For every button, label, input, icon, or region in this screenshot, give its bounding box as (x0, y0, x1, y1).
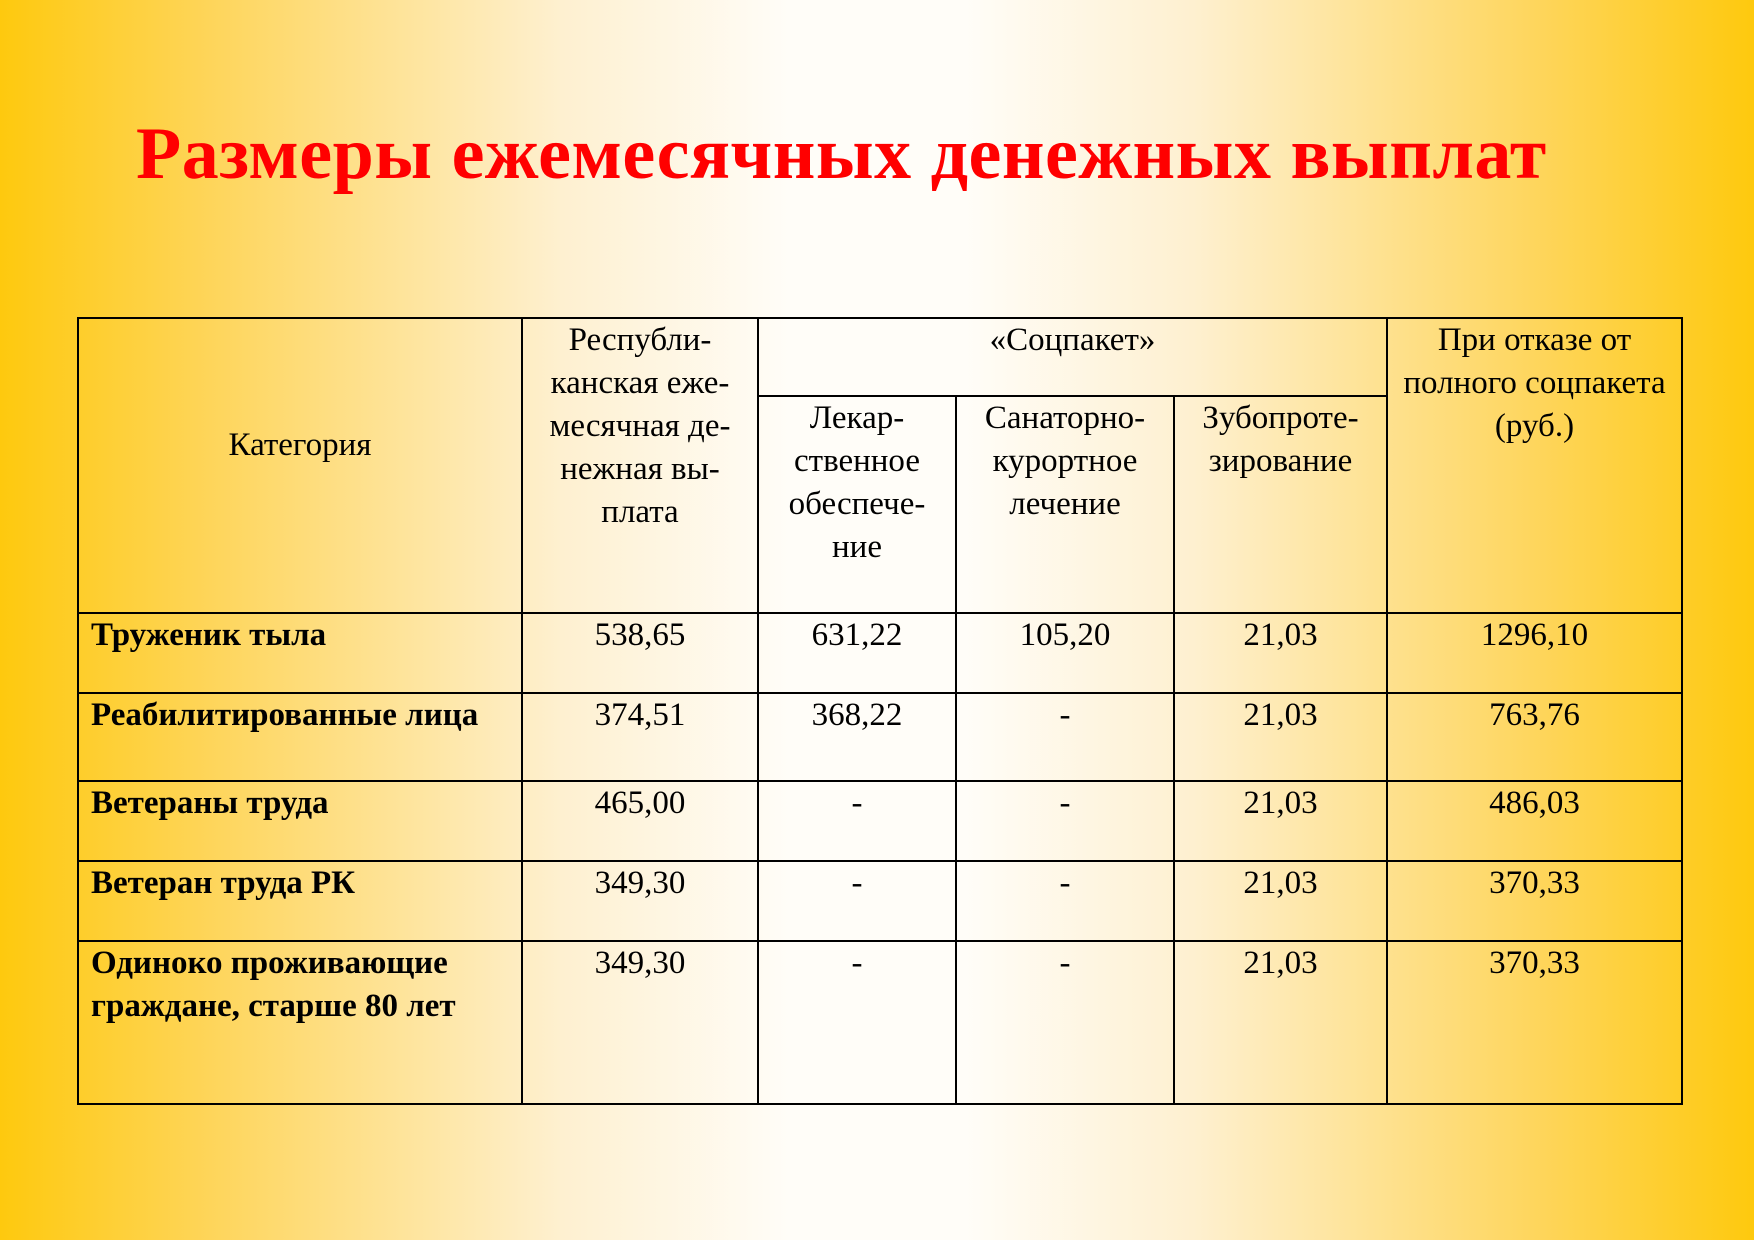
cell-medicine: - (758, 861, 956, 941)
cell-sanatorium: - (956, 941, 1174, 1104)
cell-dental: 21,03 (1174, 613, 1387, 693)
header-refusal: При отказе от полного соцпакета (руб.) (1387, 318, 1682, 613)
cell-refusal: 370,33 (1387, 941, 1682, 1104)
cell-republic: 374,51 (522, 693, 758, 781)
header-category: Категория (78, 318, 522, 613)
table-row (78, 781, 1682, 861)
header-republic-payment: Республи-канская еже-месячная де-нежная вы-плата (522, 318, 758, 613)
cell-sanatorium: - (956, 693, 1174, 781)
row-category: Реабилитированные лица (78, 693, 522, 781)
header-sanatorium: Санаторно-курортное лечение (956, 396, 1174, 613)
table-row (78, 693, 1682, 781)
cell-refusal: 370,33 (1387, 861, 1682, 941)
table-row (78, 861, 1682, 941)
row-category: Ветеран труда РК (78, 861, 522, 941)
table-row (78, 941, 1682, 1104)
header-socpaket: «Соцпакет» (758, 318, 1387, 396)
cell-refusal: 763,76 (1387, 693, 1682, 781)
cell-republic: 538,65 (522, 613, 758, 693)
cell-republic: 349,30 (522, 941, 758, 1104)
cell-medicine: - (758, 941, 956, 1104)
cell-sanatorium: - (956, 861, 1174, 941)
row-category: Одиноко проживающие граждане, старше 80 лет (78, 941, 522, 1104)
cell-refusal: 1296,10 (1387, 613, 1682, 693)
cell-dental: 21,03 (1174, 781, 1387, 861)
payments-table (77, 317, 1683, 1105)
page-title: Размеры ежемесячных денежных выплат (136, 113, 1547, 195)
row-category: Ветераны труда (78, 781, 522, 861)
cell-dental: 21,03 (1174, 941, 1387, 1104)
header-medicine: Лекар-ственное обеспече-ние (758, 396, 956, 613)
cell-sanatorium: 105,20 (956, 613, 1174, 693)
cell-medicine: 368,22 (758, 693, 956, 781)
cell-dental: 21,03 (1174, 693, 1387, 781)
header-dental: Зубопроте-зирование (1174, 396, 1387, 613)
row-category: Труженик тыла (78, 613, 522, 693)
cell-republic: 465,00 (522, 781, 758, 861)
cell-sanatorium: - (956, 781, 1174, 861)
cell-republic: 349,30 (522, 861, 758, 941)
cell-refusal: 486,03 (1387, 781, 1682, 861)
cell-medicine: - (758, 781, 956, 861)
cell-dental: 21,03 (1174, 861, 1387, 941)
table-header-row (78, 318, 1682, 396)
table-row (78, 613, 1682, 693)
cell-medicine: 631,22 (758, 613, 956, 693)
